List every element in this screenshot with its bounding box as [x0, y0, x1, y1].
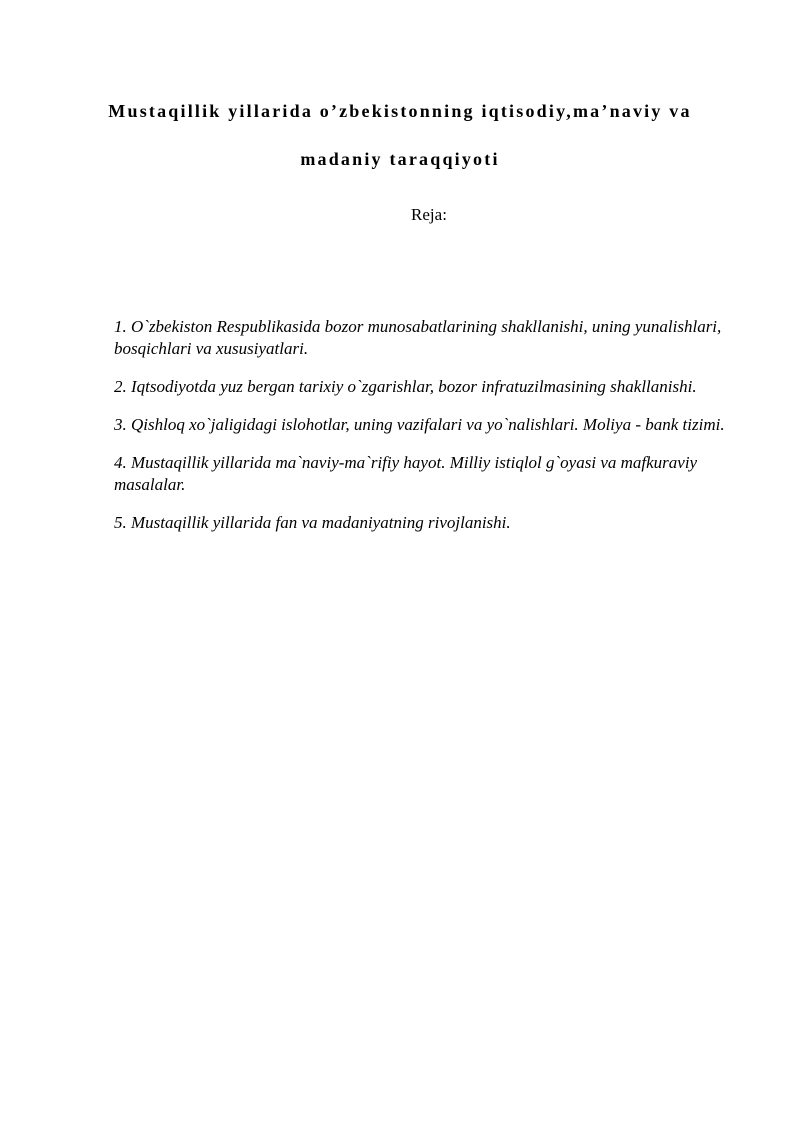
plan-item-3: 3. Qishloq xo`jaligidagi islohotlar, uning vazifalari va yo`nalishlari. Moliya - bank tizimi. [114, 415, 725, 434]
document-title-line-1: Mustaqillik yillarida o’zbekistonning iqtisodiy,ma’naviy va [108, 101, 692, 121]
plan-item-5: 5. Mustaqillik yillarida fan va madaniyatning rivojlanishi. [114, 513, 511, 532]
plan-list [114, 316, 754, 550]
plan-item-4: 4. Mustaqillik yillarida ma`naviy-ma`rifiy hayot. Milliy istiqlol g`oyasi va mafkuraviy masalalar. [114, 453, 698, 494]
plan-heading: Reja: [411, 205, 447, 224]
plan-item-1: 1. O`zbekiston Respublikasida bozor munosabatlarining shakllanishi, uning yunalishlari, bosqichlari va xususiyatlari. [114, 317, 722, 358]
plan-item-2: 2. Iqtsodiyotda yuz bergan tarixiy o`zgarishlar, bozor infratuzilmasining shakllanishi. [114, 377, 697, 396]
document-title-line-2: madaniy taraqqiyoti [300, 149, 500, 169]
